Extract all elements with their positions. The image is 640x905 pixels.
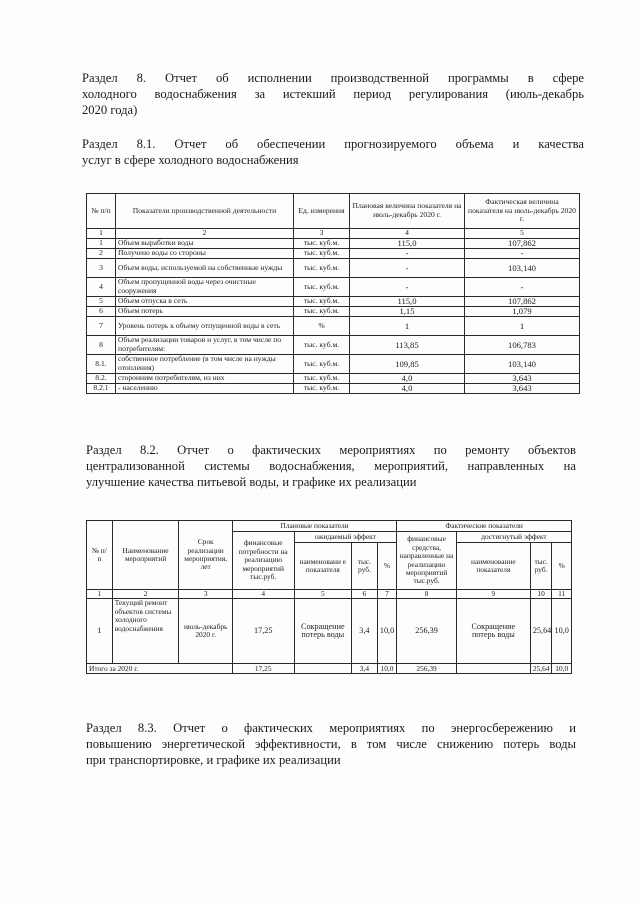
row-planned: 4,0 [350,374,465,384]
total-plan-eff-pct: 10,0 [377,664,397,674]
column-number: 3 [179,590,232,599]
header-unit: Ед. измерения [294,194,350,229]
text-line: услуг в сфере холодного водоснабжения [82,153,299,167]
column-number: 5 [465,229,580,239]
column-number: 8 [397,590,457,599]
row-actual: - [465,278,580,297]
total-plan-eff-rub: 3,4 [352,664,378,674]
header-fact-eff-rub: тыс. руб. [530,543,552,590]
row-term: июль-декабрь 2020 г. [179,599,232,664]
total-row [87,664,572,674]
column-number: 5 [294,590,352,599]
row-fact-eff-name: Сокращение потерь воды [456,599,530,664]
row-planned: 4,0 [350,384,465,394]
table-body [87,239,580,394]
row-indicator: сторонним потребителям, из них [116,374,294,384]
row-num: 4 [87,278,116,297]
row-planned: - [350,278,465,297]
text-line: холодного водоснабжения за истекший период регулирования (июль-декабрь [82,87,584,101]
row-fact-eff-rub: 25,64 [530,599,552,664]
row-indicator: Объем выработки воды [116,239,294,249]
column-number: 4 [232,590,294,599]
row-actual: 103,140 [465,259,580,278]
row-num: 3 [87,259,116,278]
column-number: 11 [552,590,572,599]
header-fact-group: Фактические показатели [397,521,572,532]
row-indicator: Объем отпуска в сеть [116,297,294,307]
header-term: Срок реализации мероприятия, лет [179,521,232,590]
row-planned: 1 [350,317,465,336]
text-line: 2020 года) [82,103,138,117]
text-line: повышению энергетической эффективности, в том числе снижению потерь воды [86,737,576,751]
total-plan-eff-name [294,664,352,674]
row-unit: тыс. куб.м. [294,336,350,355]
row-actual: 1,079 [465,307,580,317]
column-number: 1 [87,229,116,239]
row-fact-fin: 256,39 [397,599,457,664]
table-row [87,278,580,297]
header-num: № п/п [87,194,116,229]
row-plan-eff-name: Сокращение потерь воды [294,599,352,664]
row-unit: тыс. куб.м. [294,355,350,374]
row-actual: - [465,249,580,259]
row-planned: 109,85 [350,355,465,374]
table-row [87,599,572,664]
row-actual: 103,140 [465,355,580,374]
production-indicators-table [86,193,580,394]
section-8-3-title [86,720,576,768]
header-actual: Фактическая величина показателя на июль-декабрь 2020 г. [465,194,580,229]
table-row [87,259,580,278]
row-unit: тыс. куб.м. [294,297,350,307]
row-unit: тыс. куб.м. [294,259,350,278]
total-fact-eff-name [456,664,530,674]
row-actual: 3,643 [465,374,580,384]
column-number: 9 [456,590,530,599]
row-num: 8.2. [87,374,116,384]
row-indicator: Уровень потерь к объему отпущенной воды в сеть [116,317,294,336]
table-row [87,249,580,259]
row-planned: - [350,249,465,259]
header-plan-eff-rub: тыс. руб. [352,543,378,590]
row-unit: тыс. куб.м. [294,278,350,297]
header-plan-eff-pct: % [377,543,397,590]
section-8-2-title [86,442,576,490]
text-line: Раздел 8. Отчет об исполнении производственной программы в сфере [82,71,584,85]
row-actual: 3,643 [465,384,580,394]
row-name: Текущий ремонт объектов системы холодного водоснабжения [112,599,179,664]
column-number: 10 [530,590,552,599]
table-row [87,336,580,355]
table-row [87,384,580,394]
section-8-title [82,70,584,118]
row-unit: тыс. куб.м. [294,307,350,317]
row-planned: 115,0 [350,239,465,249]
column-number: 1 [87,590,113,599]
repair-measures-table [86,520,572,674]
row-num: 2 [87,249,116,259]
table-header-row [87,521,572,532]
row-num: 6 [87,307,116,317]
row-actual: 107,862 [465,239,580,249]
column-number: 7 [377,590,397,599]
row-unit: тыс. куб.м. [294,384,350,394]
header-fact-effect: достигнутый эффект [456,532,571,543]
row-unit: % [294,317,350,336]
row-planned: - [350,259,465,278]
header-plan-fin: финансовые потребности на реализацию мероприятий тыс.руб. [232,532,294,590]
column-number-row [87,590,572,599]
table-row [87,317,580,336]
row-planned: 113,85 [350,336,465,355]
header-num: № п/ п [87,521,113,590]
row-planned: 115,0 [350,297,465,307]
table-row [87,355,580,374]
text-line: Раздел 8.1. Отчет об обеспечении прогнозируемого объема и качества [82,137,584,151]
row-indicator: Объем пропущенной воды через очистные сооружения [116,278,294,297]
row-plan-fin: 17,25 [232,599,294,664]
total-fact-eff-rub: 25,64 [530,664,552,674]
row-indicator: Объем воды, используемой на собственные нужды [116,259,294,278]
column-number: 4 [350,229,465,239]
row-indicator: Получено воды со стороны [116,249,294,259]
row-num: 8.2.1 [87,384,116,394]
row-unit: тыс. куб.м. [294,374,350,384]
header-plan-group: Плановые показатели [232,521,396,532]
total-label: Итого за 2020 г. [87,664,233,674]
row-plan-eff-rub: 3,4 [352,599,378,664]
text-line: улучшение качества питьевой воды, и графике их реализации [86,475,417,489]
header-plan-effect: ожидаемый эффект [294,532,397,543]
row-fact-eff-pct: 10,0 [552,599,572,664]
section-8-1-title [82,136,584,168]
row-num: 8.1. [87,355,116,374]
header-fact-eff-name: наименование показателя [456,543,530,590]
text-line: Раздел 8.3. Отчет о фактических мероприятиях по энергосбережению и [86,721,576,735]
table-row [87,374,580,384]
row-actual: 107,862 [465,297,580,307]
row-num: 5 [87,297,116,307]
table-row [87,307,580,317]
column-number: 2 [112,590,179,599]
row-actual: 106,783 [465,336,580,355]
header-fact-eff-pct: % [552,543,572,590]
column-number-row [87,229,580,239]
row-indicator: - населению [116,384,294,394]
total-fact-eff-pct: 10,0 [552,664,572,674]
column-number: 3 [294,229,350,239]
text-line: централизованной системы водоснабжения, мероприятий, направленных на [86,459,576,473]
table-row [87,239,580,249]
header-planned: Плановая величина показателя на июль-декабрь 2020 г. [350,194,465,229]
header-name: Наименование мероприятий [112,521,179,590]
row-num: 8 [87,336,116,355]
row-actual: 1 [465,317,580,336]
total-fact-fin: 256,39 [397,664,457,674]
header-plan-eff-name: наименовани е показателя [294,543,352,590]
row-plan-eff-pct: 10,0 [377,599,397,664]
table-row [87,297,580,307]
row-num: 7 [87,317,116,336]
row-unit: тыс. куб.м. [294,239,350,249]
total-plan-fin: 17,25 [232,664,294,674]
row-num: 1 [87,599,113,664]
row-indicator: Объем потерь [116,307,294,317]
row-unit: тыс. куб.м. [294,249,350,259]
row-planned: 1,15 [350,307,465,317]
column-number: 2 [116,229,294,239]
table-header-row [87,194,580,229]
row-indicator: Объем реализации товаров и услуг, в том числе по потребителям: [116,336,294,355]
text-line: при транспортировке, и графике их реализации [86,753,341,767]
column-number: 6 [352,590,378,599]
text-line: Раздел 8.2. Отчет о фактических мероприятиях по ремонту объектов [86,443,576,457]
header-indicator: Показатели производственной деятельности [116,194,294,229]
row-num: 1 [87,239,116,249]
header-fact-fin: финансовые средства, направленные на реализацию мероприятий тыс.руб. [397,532,457,590]
row-indicator: собственное потребление (в том числе на нужды отопления) [116,355,294,374]
